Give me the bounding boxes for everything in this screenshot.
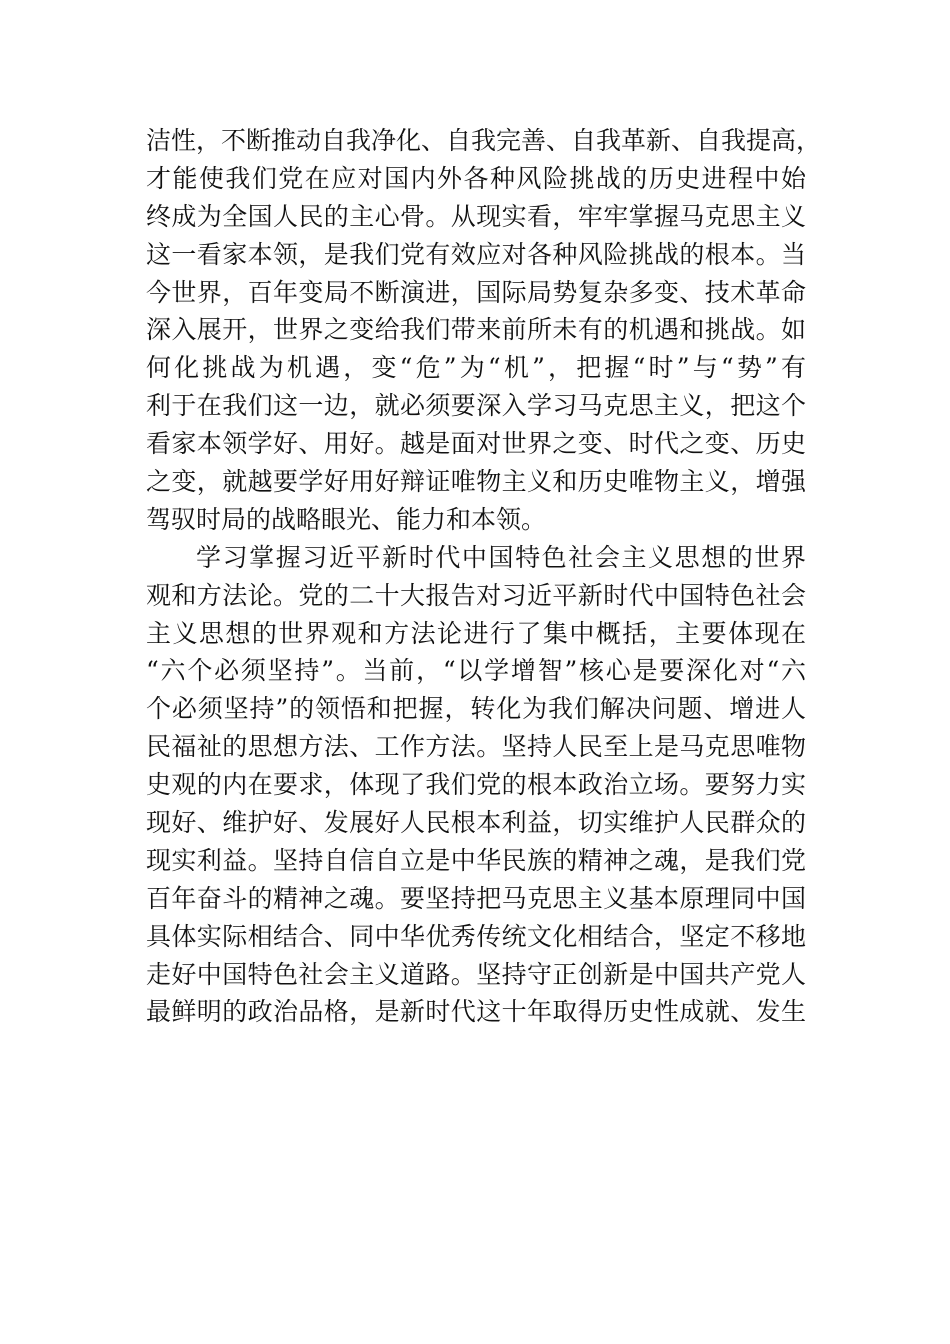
paragraph-2-line-6: 民福祉的思想方法、工作方法。坚持人民至上是马克思唯物 [146,732,806,762]
paragraph-2-line-10: 百年奋斗的精神之魂。要坚持把马克思主义基本原理同中国 [146,883,806,913]
paragraph-2-line-3: 主义思想的世界观和方法论进行了集中概括，主要体现在 [146,618,806,648]
paragraph-2-line-11: 具体实际相结合、同中华优秀传统文化相结合，坚定不移地 [146,921,806,951]
paragraph-2-line-8: 现好、维护好、发展好人民根本利益，切实维护人民群众的 [146,808,806,838]
paragraph-1-line-11: 驾驭时局的战略眼光、能力和本领。 [146,504,547,534]
paragraph-1-line-4: 这一看家本领，是我们党有效应对各种风险挑战的根本。当 [146,239,806,269]
paragraph-2-line-5: 个必须坚持”的领悟和把握，转化为我们解决问题、增进人 [146,694,806,724]
paragraph-2-line-1: 学习掌握习近平新时代中国特色社会主义思想的世界 [196,542,806,572]
paragraph-2-line-9: 现实利益。坚持自信自立是中华民族的精神之魂，是我们党 [146,845,806,875]
paragraph-1-line-8: 利于在我们这一边，就必须要深入学习马克思主义，把这个 [146,391,806,421]
paragraph-2-line-13: 最鲜明的政治品格，是新时代这十年取得历史性成就、发生 [146,997,806,1027]
paragraph-2-line-2: 观和方法论。党的二十大报告对习近平新时代中国特色社会 [146,580,806,610]
paragraph-2-line-7: 史观的内在要求，体现了我们党的根本政治立场。要努力实 [146,770,806,800]
paragraph-1-line-6: 深入展开，世界之变给我们带来前所未有的机遇和挑战。如 [146,315,806,345]
paragraph-1-line-10: 之变，就越要学好用好辩证唯物主义和历史唯物主义，增强 [146,467,806,497]
body-text [146,122,822,1031]
paragraph-1-line-5: 今世界，百年变局不断演进，国际局势复杂多变、技术革命 [146,277,806,307]
paragraph-1-line-3: 终成为全国人民的主心骨。从现实看，牢牢掌握马克思主义 [146,201,806,231]
paragraph-2-line-12: 走好中国特色社会主义道路。坚持守正创新是中国共产党人 [146,959,806,989]
paragraph-1-line-7: 何化挑战为机遇，变“危”为“机”，把握“时”与“势”有 [146,353,806,383]
paragraph-1-line-1: 洁性，不断推动自我净化、自我完善、自我革新、自我提高， [146,126,822,155]
paragraph-1-line-9: 看家本领学好、用好。越是面对世界之变、时代之变、历史 [146,429,806,459]
paragraph-1-line-2: 才能使我们党在应对国内外各种风险挑战的历史进程中始 [146,163,806,193]
paragraph-2-line-4: “六个必须坚持”。当前，“以学增智”核心是要深化对“六 [146,656,806,686]
